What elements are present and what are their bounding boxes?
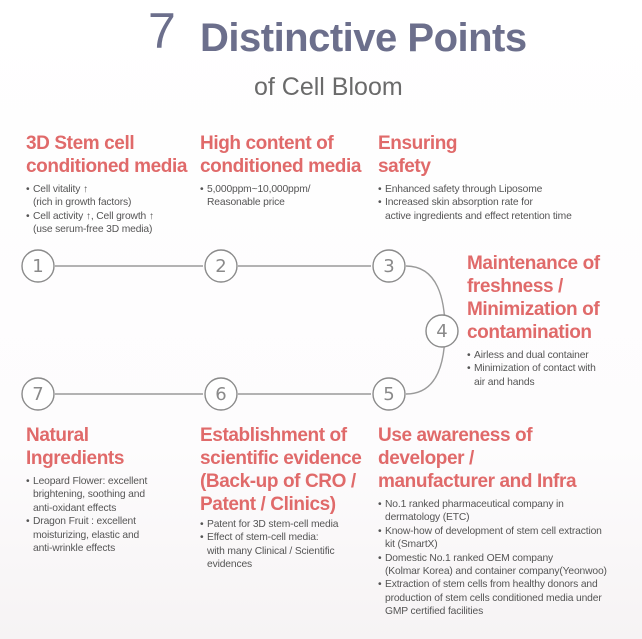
point-4-bullet: • Airless and dual container — [467, 349, 639, 362]
point-6-heading: Establishment of scientific evidence (Back-up of CRO / Patent / Clinics) — [200, 425, 362, 515]
point-5-heading: Use awareness of developer / manufacturer and Infra — [378, 425, 577, 492]
circle-4-number: 4 — [436, 321, 448, 342]
point-5-bullets — [378, 498, 640, 619]
point-1-bullet: • Cell activity ↑, Cell growth ↑ (use serum-free 3D media) — [26, 210, 201, 237]
page-title: Distinctive Points — [200, 16, 527, 60]
circle-6-number: 6 — [215, 384, 227, 405]
point-7-bullets — [26, 475, 198, 555]
title-number: 7 — [148, 3, 176, 59]
point-2-heading: High content of conditioned media — [200, 133, 362, 177]
point-1-heading: 3D Stem cell conditioned media — [26, 133, 188, 177]
point-3-bullet: • Enhanced safety through Liposome — [378, 183, 638, 196]
point-1-bullet: • Cell vitality ↑ (rich in growth factors) — [26, 183, 201, 210]
page-subtitle: of Cell Bloom — [254, 73, 403, 101]
point-1-bullets — [26, 183, 201, 237]
point-6-bullet: • Effect of stem-cell media: with many Clinical / Scientific evidences — [200, 531, 372, 571]
circle-1-number: 1 — [32, 256, 44, 277]
circle-3-number: 3 — [383, 256, 395, 277]
point-4-heading: Maintenance of freshness / Minimization of contamination — [467, 253, 600, 343]
circle-2-number: 2 — [215, 256, 227, 277]
circle-5-number: 5 — [383, 384, 395, 405]
point-7-heading: Natural Ingredients — [26, 425, 125, 469]
circle-7-number: 7 — [32, 384, 44, 405]
point-4-bullet: • Minimization of contact with air and hands — [467, 362, 639, 389]
point-6-bullets — [200, 518, 372, 572]
point-7-bullet: • Leopard Flower: excellent brightening, soothing and anti-oxidant effects — [26, 475, 198, 515]
point-5-bullet: • No.1 ranked pharmaceutical company in dermatology (ETC) — [378, 498, 640, 525]
point-2-bullets — [200, 183, 370, 210]
point-3-heading: Ensuring safety — [378, 133, 458, 177]
point-5-bullet: • Extraction of stem cells from healthy donors and production of stem cells conditioned media under GMP certified facilities — [378, 578, 640, 618]
point-5-bullet: • Know-how of development of stem cell extraction kit (SmartX) — [378, 525, 640, 552]
point-3-bullet: • Increased skin absorption rate for active ingredients and effect retention time — [378, 196, 638, 223]
point-3-bullets — [378, 183, 638, 223]
point-2-bullet: • 5,000ppm~10,000ppm/ Reasonable price — [200, 183, 370, 210]
point-7-bullet: • Dragon Fruit : excellent moisturizing, elastic and anti-wrinkle effects — [26, 515, 198, 555]
point-6-bullet: • Patent for 3D stem-cell media — [200, 518, 372, 531]
point-4-bullets — [467, 349, 639, 389]
point-5-bullet: • Domestic No.1 ranked OEM company (Kolmar Korea) and container company(Yeonwoo) — [378, 552, 640, 579]
